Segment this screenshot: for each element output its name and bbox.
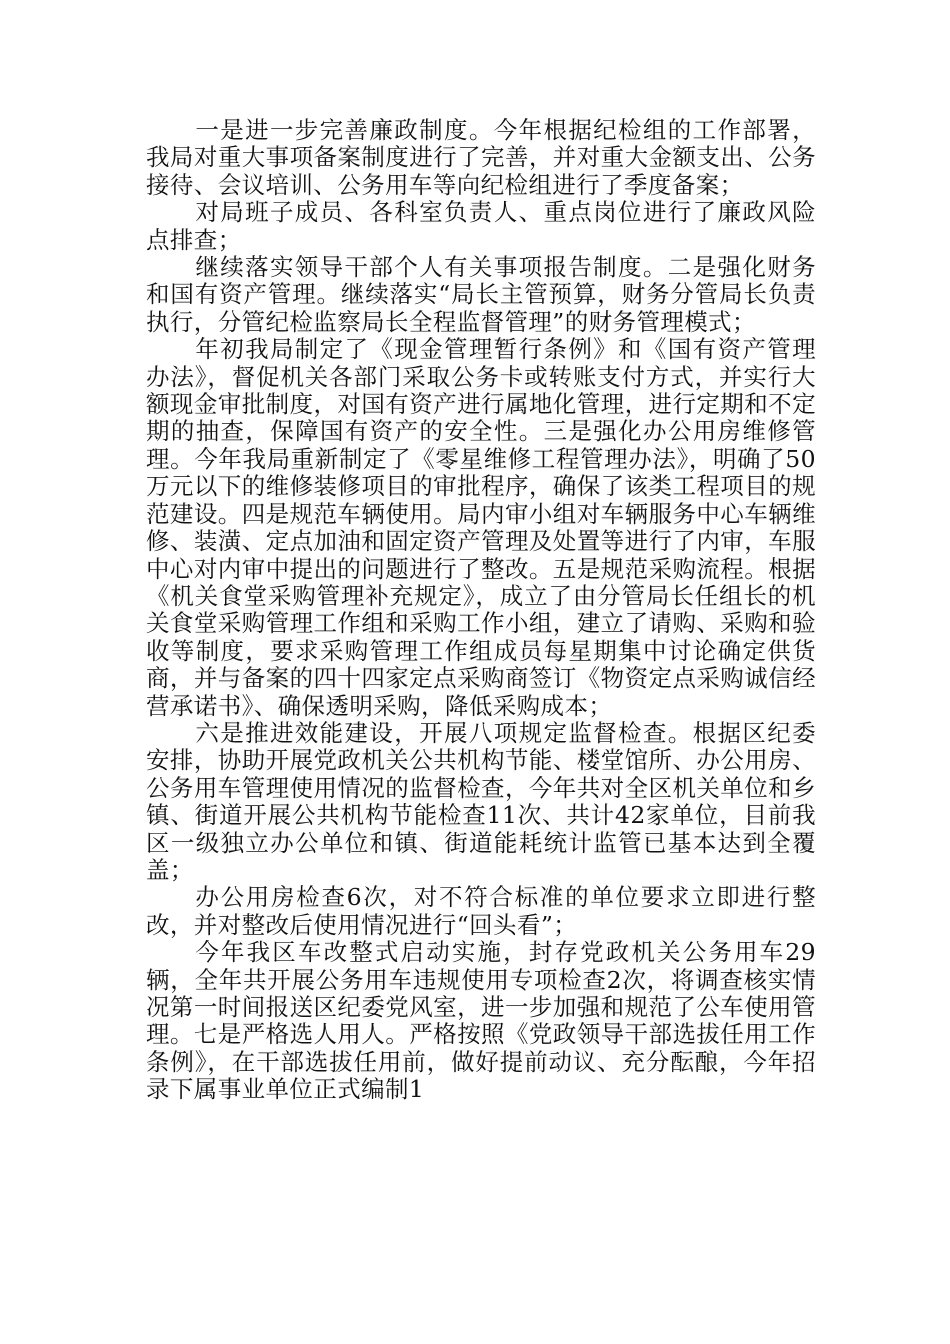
paragraph-integrity-system: 一是进一步完善廉政制度。今年根据纪检组的工作部署，我局对重大事项备案制度进行了完善，并对重大金额支出、公务接待、会议培训、公务用车等向纪检组进行了季度备案； bbox=[146, 116, 816, 199]
paragraph-vehicle-reform: 今年我区车改整式启动实施，封存党政机关公务用车29辆，全年共开展公务用车违规使用专项检查2次，将调查核实情况第一时间报送区纪委党风室，进一步加强和规范了公车使用管理。七是严格选人用人。严格按照《党政领导干部选拔任用工作条例》，在干部选拔任用前，做好提前动议、充分酝酿，今年招录下属事业单位正式编制1 bbox=[146, 938, 816, 1104]
paragraph-finance-management: 继续落实领导干部个人有关事项报告制度。二是强化财务和国有资产管理。继续落实“局长主管预算，财务分管局长负责执行，分管纪检监察局长全程监督管理”的财务管理模式； bbox=[146, 253, 816, 336]
paragraph-office-inspection: 办公用房检查6次，对不符合标准的单位要求立即进行整改，并对整改后使用情况进行“回头看”； bbox=[146, 883, 816, 939]
paragraph-risk-check: 对局班子成员、各科室负责人、重点岗位进行了廉政风险点排查； bbox=[146, 198, 816, 254]
paragraph-efficiency-inspection: 六是推进效能建设，开展八项规定监督检查。根据区纪委安排，协助开展党政机关公共机构节能、楼堂馆所、办公用房、公务用车管理使用情况的监督检查，今年共对全区机关单位和乡镇、街道开展公共机构节能检查11次、共计42家单位，目前我区一级独立办公单位和镇、街道能耗统计监管已基本达到全覆盖； bbox=[146, 718, 816, 884]
body-text bbox=[146, 117, 816, 1104]
paragraph-asset-procurement: 年初我局制定了《现金管理暂行条例》和《国有资产管理办法》，督促机关各部门采取公务卡或转账支付方式，并实行大额现金审批制度，对国有资产进行属地化管理，进行定期和不定期的抽查，保障国有资产的安全性。三是强化办公用房维修管理。今年我局重新制定了《零星维修工程管理办法》，明确了50万元以下的维修装修项目的审批程序，确保了该类工程项目的规范建设。四是规范车辆使用。局内审小组对车辆服务中心车辆维修、装潢、定点加油和固定资产管理及处置等进行了内审，车服中心对内审中提出的问题进行了整改。五是规范采购流程。根据《机关食堂采购管理补充规定》，成立了由分管局长任组长的机关食堂采购管理工作组和采购工作小组，建立了请购、采购和验收等制度，要求采购管理工作组成员每星期集中讨论确定供货商，并与备案的四十四家定点采购商签订《物资定点采购诚信经营承诺书》、确保透明采购，降低采购成本； bbox=[146, 335, 816, 720]
